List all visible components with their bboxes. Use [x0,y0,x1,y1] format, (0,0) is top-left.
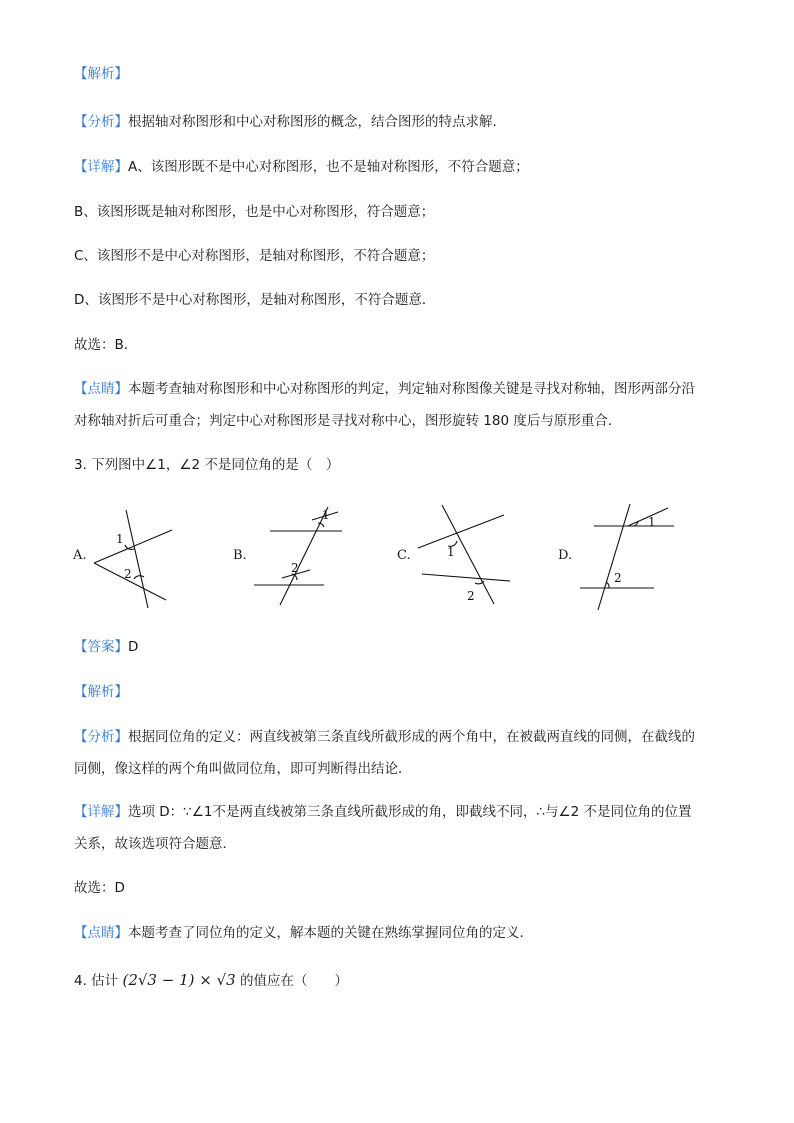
angle-label-2: 2 [467,589,475,603]
option-d-analysis: D、该图形不是中心对称图形，是轴对称图形，不符合题意． [74,292,436,308]
angle-label-1: 1 [322,508,330,522]
q3-fenxi-line-1: 【分析】根据同位角的定义：两直线被第三条直线所截形成的两个角中，在被截两直线的同侧，在截线的 [74,729,695,745]
question-4-stem: 4. 估计 (2√3 − 1) × √3 的值应在（ ） [74,971,348,989]
choice-line: 故选：B． [74,337,138,353]
q3-xiangjie-line-1: 【详解】选项 D：∵∠1不是两直线被第三条直线所截形成的角，即截线不同，∴与∠2 不是同位角的位置 [74,804,692,820]
option-c-label: C. [397,548,411,563]
question-3-stem: 3. 下列图中∠1，∠2 不是同位角的是（ ） [74,457,340,473]
option-c-analysis: C、该图形不是中心对称图形，是轴对称图形，不符合题意； [74,248,435,264]
q3-dianjing: 【点睛】本题考查了同位角的定义，解本题的关键在熟练掌握同位角的定义． [74,925,533,941]
angle-label-1: 1 [116,532,124,546]
q3-jiexi-heading: 【解析】 [74,684,128,700]
jiexi-heading: 【解析】 [74,66,128,82]
dianjing-line-1: 【点睛】本题考查轴对称图形和中心对称图形的判定，判定轴对称图像关键是寻找对称轴，图形两部分沿 [74,381,695,397]
option-b-label: B. [233,548,247,563]
option-b-analysis: B、该图形既是轴对称图形，也是中心对称图形，符合题意； [74,204,435,220]
answer-line: 【答案】D [74,639,139,655]
angle-label-2: 2 [614,571,622,585]
angle-label-1: 1 [447,545,455,559]
figure-a [88,505,178,614]
figure-c [412,500,517,614]
xiangjie-paragraph: 【详解】A、该图形既不是中心对称图形，也不是轴对称图形，不符合题意； [74,159,529,175]
angle-label-1: 1 [648,515,656,529]
option-a-label: A. [73,548,87,563]
figure-b [250,500,350,614]
fenxi-paragraph: 【分析】根据轴对称图形和中心对称图形的概念，结合图形的特点求解． [74,114,506,130]
angle-label-2: 2 [291,561,299,575]
figure-d [578,500,678,616]
q3-xiangjie-line-2: 关系，故该选项符合题意． [74,836,236,852]
q3-choice-line: 故选：D [74,880,125,896]
angle-label-2: 2 [124,567,132,581]
option-d-label: D. [558,548,573,563]
q3-fenxi-line-2: 同侧，像这样的两个角叫做同位角，即可判断得出结论． [74,761,412,777]
q4-expression: (2√3 − 1) × √3 [122,971,236,989]
dianjing-line-2: 对称轴对折后可重合；判定中心对称图形是寻找对称中心，图形旋转 180 度后与原形重合． [74,413,622,429]
